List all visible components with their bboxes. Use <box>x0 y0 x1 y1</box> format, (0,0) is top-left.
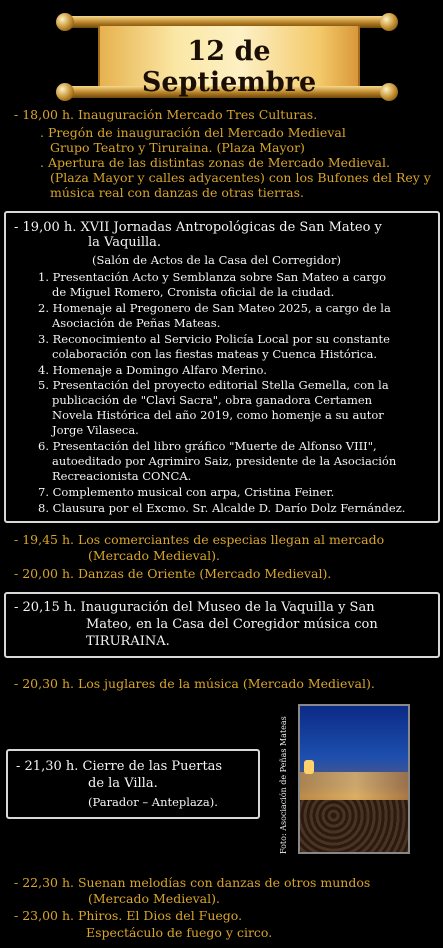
event-1800-sub: música real con danzas de otras tierras. <box>50 185 304 200</box>
event-2130-title-cont: de la Villa. <box>88 776 158 791</box>
event-1945-title: - 19,45 h. Los comerciantes de especias llegan al mercado <box>14 532 385 547</box>
list-item: Recreacionista CONCA. <box>52 469 192 483</box>
list-item: 8. Clausura por el Excmo. Sr. Alcalde D. Darío Dolz Fernández. <box>38 501 406 515</box>
list-item: 1. Presentación Acto y Semblanza sobre San Mateo a cargo <box>38 270 387 284</box>
event-1900-venue: (Salón de Actos de la Casa del Corregidor) <box>92 253 341 267</box>
event-2015-title-cont: TIRURAINA. <box>86 634 170 649</box>
list-item: Asociación de Peñas Mateas. <box>52 316 221 330</box>
list-item: autoeditado por Agrimiro Saiz, presidente de la Asociación <box>52 454 397 468</box>
event-2230-title: - 22,30 h. Suenan melodías con danzas de otros mundos <box>14 875 371 890</box>
event-2300-desc: Espectáculo de fuego y circo. <box>86 925 273 940</box>
page-title: 12 de Septiembre <box>141 36 317 98</box>
event-2230-place: (Mercado Medieval). <box>88 891 220 906</box>
event-1945-place: (Mercado Medieval). <box>88 548 220 563</box>
list-item: Novela Histórica del año 2019, como homenje a su autor <box>52 408 384 422</box>
event-1800-sub: . Apertura de las distintas zonas de Mercado Medieval. <box>40 155 390 170</box>
event-2015-title-cont: Mateo, en la Casa del Coregidor música con <box>86 617 378 632</box>
list-item: 6. Presentación del libro gráfico "Muerte de Alfonso VIII", <box>38 439 377 453</box>
event-1800-sub: (Plaza Mayor y calles adyacentes) con los Bufones del Rey y <box>50 170 431 185</box>
list-item: 2. Homenaje al Pregonero de San Mateo 2025, a cargo de la <box>38 301 391 315</box>
event-1800-title: - 18,00 h. Inauguración Mercado Tres Culturas. <box>14 107 318 122</box>
list-item: publicación de "Clavi Sacra", obra ganadora Certamen <box>52 393 373 407</box>
event-2015-title: - 20,15 h. Inauguración del Museo de la Vaquilla y San <box>14 600 375 615</box>
event-1900-title: - 19,00 h. XVII Jornadas Antropológicas de San Mateo y <box>14 220 382 235</box>
list-item: Jorge Vilaseca. <box>52 423 139 437</box>
list-item: 5. Presentación del proyecto editorial Stella Gemella, con la <box>38 378 389 392</box>
event-1800-sub: . Pregón de inauguración del Mercado Medieval <box>40 125 346 140</box>
list-item: 3. Reconocimiento al Servicio Policía Local por su constante <box>38 332 390 346</box>
event-2000-title: - 20,00 h. Danzas de Oriente (Mercado Medieval). <box>14 566 332 581</box>
photo-credit: Foto: Asociación de Peñas Mateas <box>279 716 288 854</box>
event-1800-sub: Grupo Teatro y Tiruraina. (Plaza Mayor) <box>50 140 305 155</box>
event-2300-title: - 23,00 h. Phiros. El Dios del Fuego. <box>14 908 243 923</box>
list-item: 7. Complemento musical con arpa, Cristina Feiner. <box>38 485 335 499</box>
event-2130-title: - 21,30 h. Cierre de las Puertas <box>16 759 223 774</box>
list-item: 4. Homenaje a Domingo Alfaro Merino. <box>38 363 267 377</box>
event-2030-title: - 20,30 h. Los juglares de la música (Mercado Medieval). <box>14 676 375 691</box>
event-2130-place: (Parador – Anteplaza). <box>88 795 218 809</box>
header-scroll <box>62 12 392 102</box>
event-1900-title-cont: la Vaquilla. <box>88 235 162 250</box>
night-photo <box>298 704 410 854</box>
list-item: colaboración con las fiestas mateas y Cuenca Histórica. <box>52 347 377 361</box>
list-item: de Miguel Romero, Cronista oficial de la ciudad. <box>52 285 335 299</box>
